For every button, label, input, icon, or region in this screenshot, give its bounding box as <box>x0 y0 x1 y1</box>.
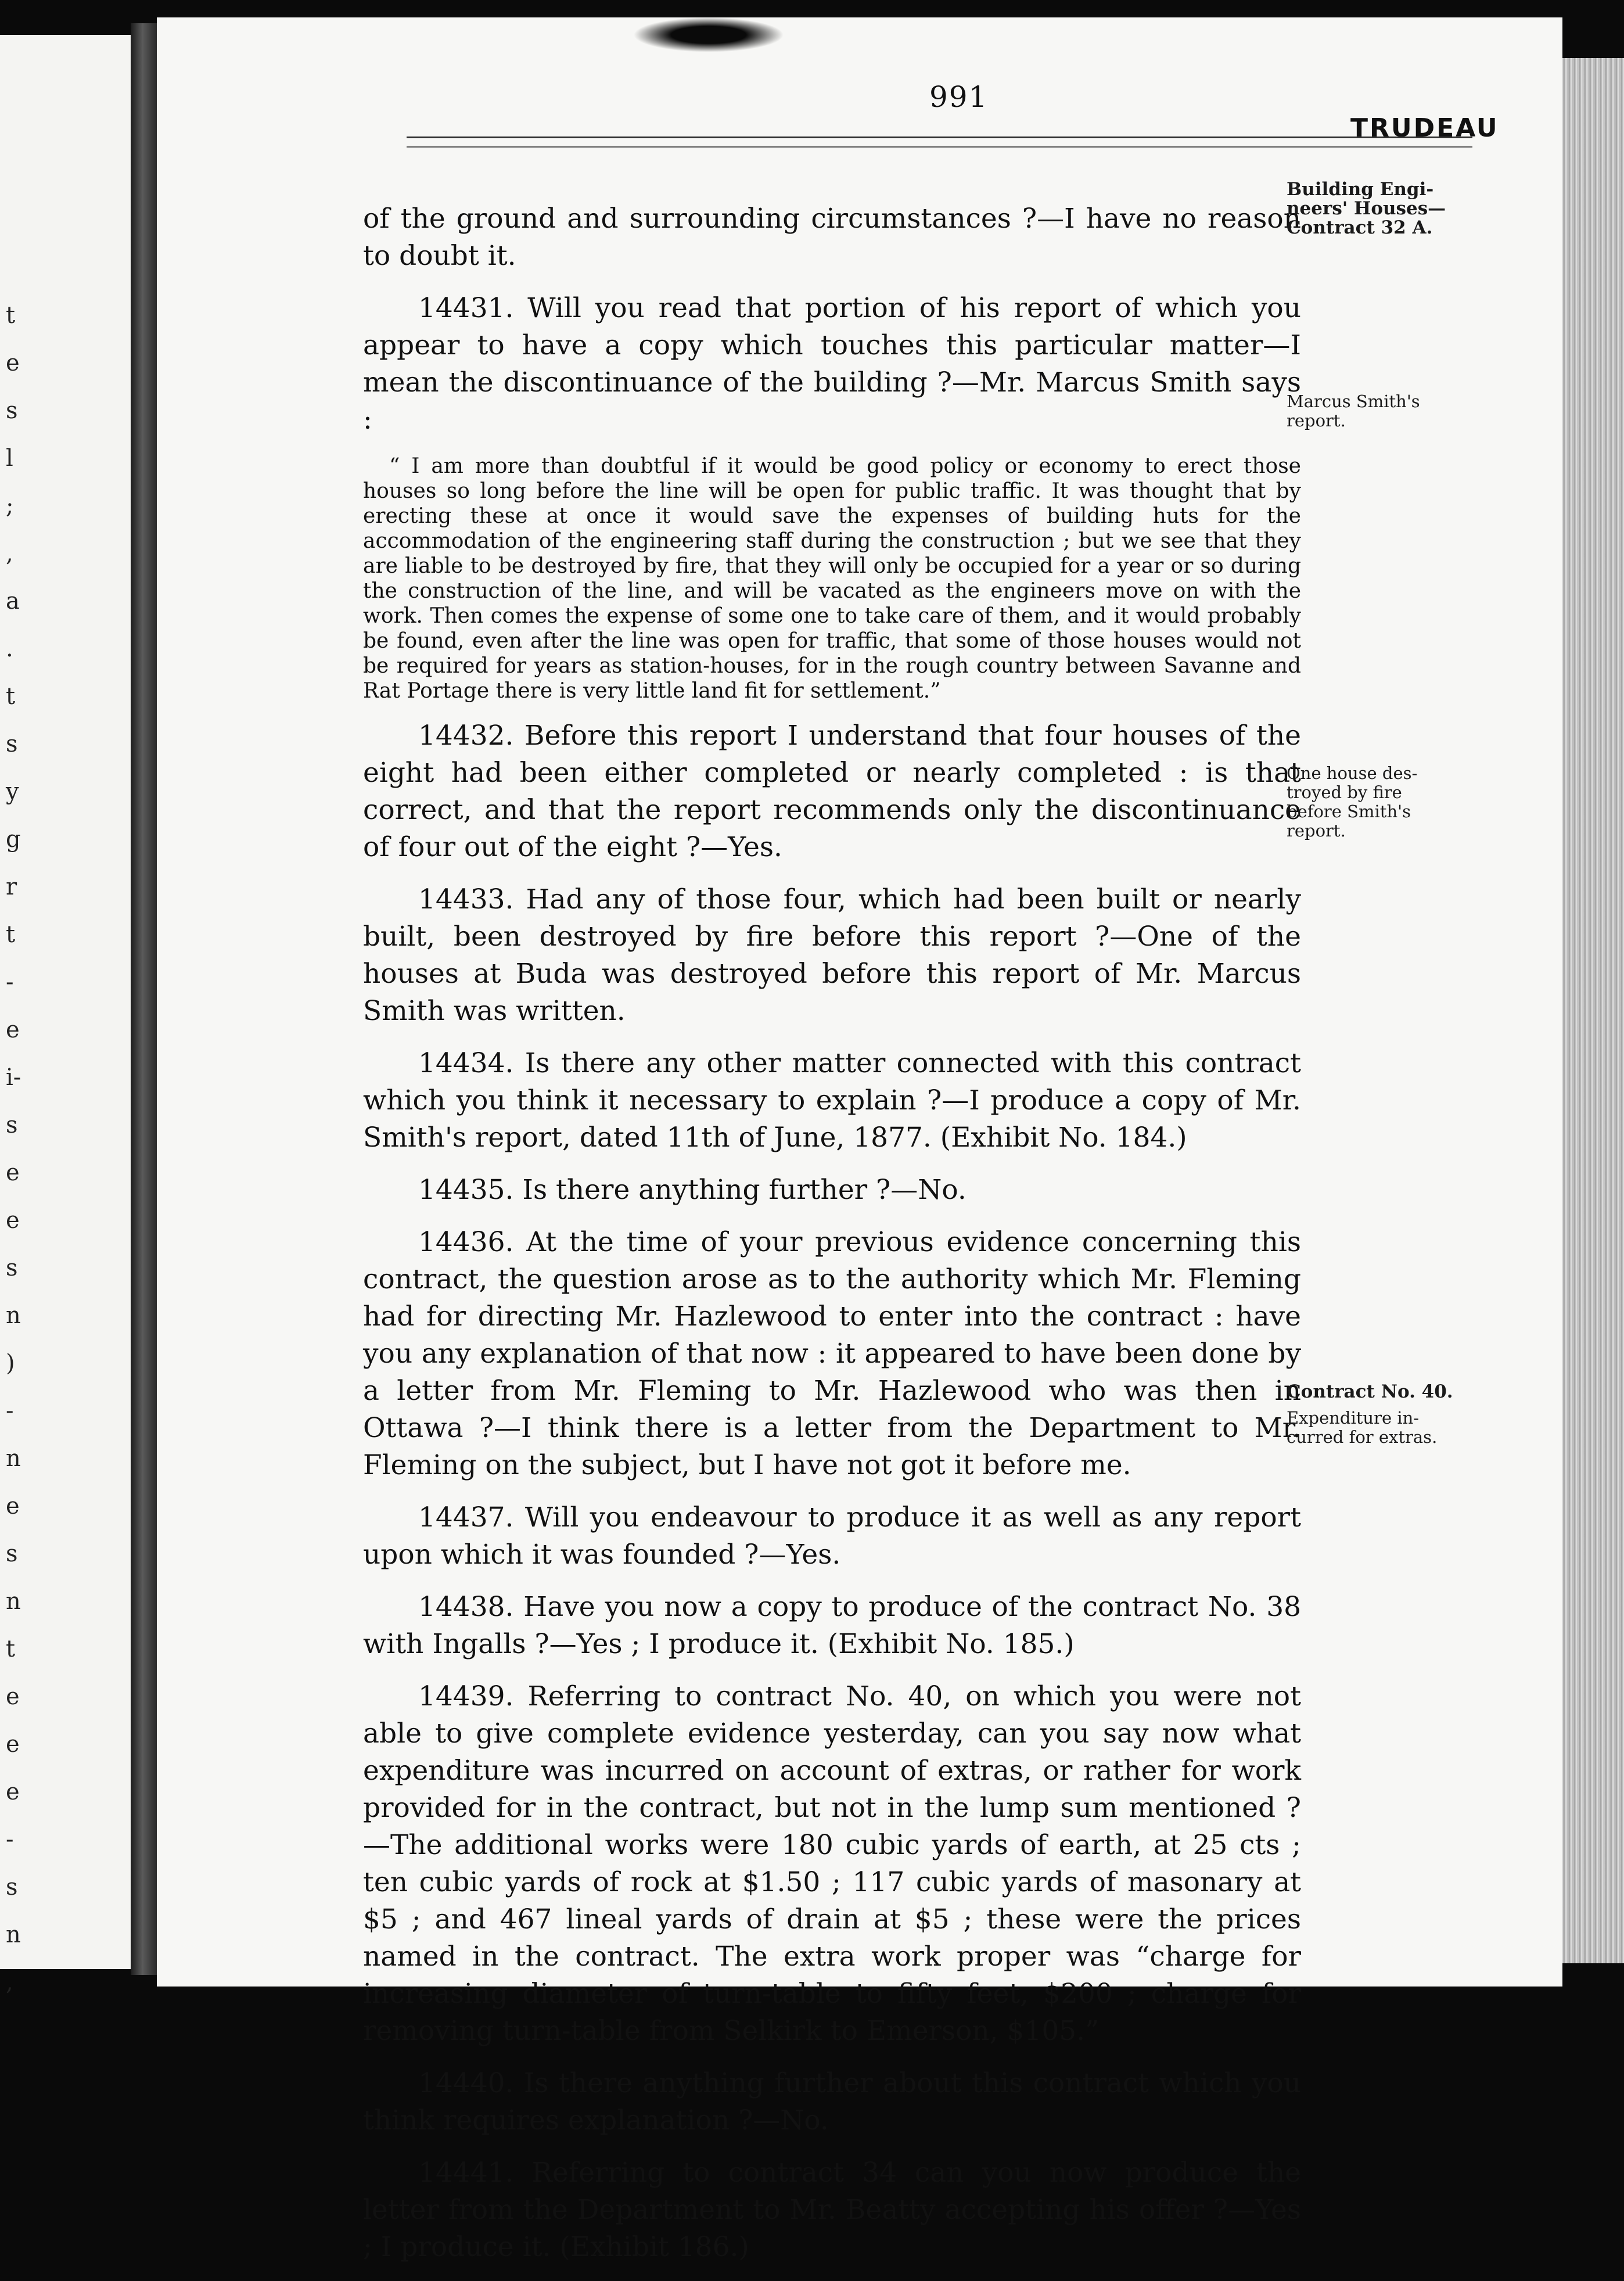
question-14437: 14437. Will you endeavour to produce it as well as any report upon which it was founded ?—Yes. <box>363 1501 1301 1571</box>
margin-note-house: One house des- troyed by fire before Smith's report. <box>1287 763 1418 840</box>
left-page-fragment: ) <box>6 1350 15 1377</box>
question-14431: 14431. Will you read that portion of his report of which you appear to have a copy which touches this particular matter—I mean the discontinuance of the building ?—Mr. Marcus Smith says : <box>363 292 1301 436</box>
body-text <box>363 200 1301 2281</box>
question-14435: 14435. Is there anything further ?—No. <box>418 1174 967 1206</box>
left-page-fragment: s <box>6 1540 18 1567</box>
left-page-fragment: - <box>6 969 14 996</box>
left-page-fragment: e <box>6 1159 20 1186</box>
quoted-report: “ I am more than doubtful if it would be good policy or economy to erect those houses so long before the line will be open for public traffic. It was thought that by erecting these at once it would save the expenses of building huts for the accommodation of the engineering staff during the construction ; but we see that they are liable to be destroyed by fire, that they will only be occupied for a year or so during the construction of the line, and will be vacated as the engineers move on with the work. Then comes the expense of some one to take care of them, and it would probably be found, even after the line was open for traffic, that some of those houses would not be required for years as station-houses, for in the rough country between Savanne and Rat Portage there is very little land fit for settlement.” <box>363 454 1301 703</box>
left-page-fragment: n <box>6 1302 21 1329</box>
left-page-fragment: e <box>6 1016 20 1043</box>
question-14438: 14438. Have you now a copy to produce of the contract No. 38 with Ingalls ?—Yes ; I produce it. (Exhibit No. 185.) <box>363 1591 1301 1660</box>
left-page-fragment: e <box>6 1731 20 1758</box>
left-page-fragment: e <box>6 350 20 376</box>
left-page-fragment: t <box>6 302 16 329</box>
left-page-fragment: e <box>6 1779 20 1805</box>
margin-note-building: Building Engi- neers' Houses— Contract 32 A. <box>1287 179 1446 238</box>
left-page-fragment: - <box>6 1826 14 1853</box>
left-page-fragment: , <box>6 540 13 567</box>
left-page-fragment: i- <box>6 1064 21 1091</box>
left-page-fragment: e <box>6 1207 20 1234</box>
question-14439: 14439. Referring to contract No. 40, on which you were not able to give complete evidence yesterday, can you say now what expenditure was incurred on account of extras, or rather for work provided for in the contract, but not in the lump sum mentioned ?—The additional works were 180 cubic yards of earth, at 25 cts ; ten cubic yards of rock at $1.50 ; 117 cubic yards of masonary at $5 ; and 467 lineal yards of drain at $5 ; these were the prices named in the contract. The extra work proper was “charge for increasing diameter of turn-table to fifty feet, $200 ; charge for removing turn-table from Selkirk to Emerson, $105.” <box>363 1680 1301 2047</box>
book-gutter <box>131 23 157 1975</box>
left-page-fragment: ; <box>6 493 14 519</box>
left-page-fragment: s <box>6 1112 18 1138</box>
header-rule <box>407 136 1472 148</box>
question-14433: 14433. Had any of those four, which had been built or nearly built, been destroyed by fire before this report ?—One of the houses at Buda was destroyed before this report of Mr. Marcus Smith was written. <box>363 883 1301 1027</box>
left-page-fragment: y <box>6 778 19 805</box>
left-page-fragment: a <box>6 588 20 615</box>
margin-note-contract40-title: Contract No. 40. <box>1287 1381 1453 1402</box>
left-page-fragment: n <box>6 1921 21 1948</box>
left-page-fragment: r <box>6 874 17 900</box>
margin-note-contract40-sub: Expenditure in- curred for extras. <box>1287 1408 1438 1447</box>
main-page <box>157 17 1562 2263</box>
left-page-fragment: n <box>6 1588 21 1615</box>
left-page-fragment: t <box>6 1636 16 1662</box>
left-page-fragment: e <box>6 1683 20 1710</box>
left-page-fragment: t <box>6 921 16 948</box>
question-14434: 14434. Is there any other matter connected with this contract which you think it necessary to explain ?—I produce a copy of Mr. Smith's report, dated 11th of June, 1877. (Exhibit No. 184.) <box>363 1047 1301 1154</box>
left-page-fragment: . <box>6 635 13 662</box>
left-page-edge <box>0 35 131 1996</box>
paragraph: of the ground and surrounding circumstances ?—I have no reason to doubt it. <box>363 203 1301 272</box>
left-page-fragment: l <box>6 445 13 472</box>
ink-blot <box>633 17 784 52</box>
left-page-fragment: n <box>6 1445 21 1472</box>
question-14432: 14432. Before this report I understand that four houses of the eight had been either completed or nearly completed : is that correct, and that the report recommends only the discontinuance of four out of the eight ?—Yes. <box>363 720 1301 863</box>
question-14436: 14436. At the time of your previous evidence concerning this contract, the question arose as to the authority which Mr. Fleming had for directing Mr. Hazlewood to enter into the contract : have you any explanation of that now : it appeared to have been done by a letter from Mr. Fleming to Mr. Hazlewood who was then in Ottawa ?—I think there is a letter from the Department to Mr. Fleming on the subject, but I have not got it before me. <box>363 1226 1301 1481</box>
margin-note-marcus: Marcus Smith's report. <box>1287 391 1420 430</box>
left-page-fragment: t <box>6 683 16 710</box>
page-edges <box>1562 58 1624 1963</box>
left-page-fragment: s <box>6 1874 18 1901</box>
left-page-fragment: s <box>6 1255 18 1281</box>
question-14440: 14440. Is there anything further about this contract which you think requires explanation ?—No. <box>363 2067 1301 2136</box>
left-page-fragment: , <box>6 1969 13 1996</box>
left-page-fragment: g <box>6 826 21 853</box>
left-page-fragment: s <box>6 397 18 424</box>
question-14441: 14441. Referring to contract 34 can you now produce the letter from the Department to Mr. Beatty accepting his offer ?—Yes ; I produce it. (Exhibit 186.) <box>363 2157 1301 2263</box>
left-page-fragment: - <box>6 1398 14 1424</box>
page-number: 991 <box>929 80 989 114</box>
left-page-fragment: s <box>6 731 18 757</box>
left-page-fragment: e <box>6 1493 20 1520</box>
running-head: TRUDEAU <box>1350 113 1499 143</box>
